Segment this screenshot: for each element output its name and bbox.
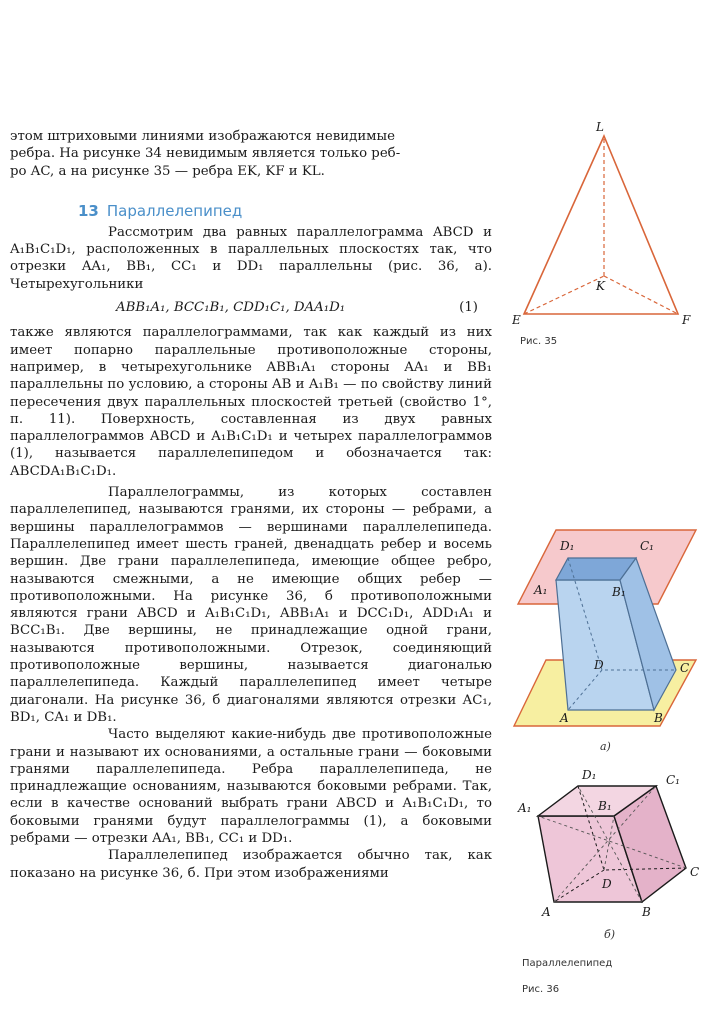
formula-expression: ABB₁A₁, BCC₁B₁, CDD₁C₁, DAA₁D₁ bbox=[116, 300, 346, 316]
label-E: E bbox=[512, 313, 521, 327]
label-B-b: B bbox=[642, 905, 651, 919]
paragraph-1: Рассмотрим два равных параллелограмма ABCD и A₁B₁C₁D₁, расположенных в параллельных плоскостях так, что отрезки AA₁, BB₁, CC₁ и DD₁ параллельны (рис. 36, а). Четырехугольники bbox=[10, 224, 492, 292]
label-C: C bbox=[680, 661, 690, 675]
figure-36-title: Параллелепипед bbox=[522, 958, 613, 969]
label-A1-b: A₁ bbox=[518, 801, 532, 815]
figure-36a-sublabel: а) bbox=[600, 740, 611, 753]
edge-KF bbox=[604, 276, 678, 314]
intro-line-3: ро AC, а на рисунке 35 — ребра EK, KF и KL. bbox=[10, 163, 325, 179]
label-K: K bbox=[596, 279, 605, 293]
label-B1: B₁ bbox=[612, 585, 626, 599]
label-C-b: C bbox=[690, 865, 700, 879]
label-B1-b: B₁ bbox=[598, 799, 612, 813]
figure-36b-parallelepiped bbox=[516, 764, 702, 924]
label-A1: A₁ bbox=[534, 583, 548, 597]
intro-line-1: этом штриховыми линиями изображаются невидимые bbox=[10, 129, 395, 144]
paragraph-3: Параллелограммы, из которых составлен параллелепипед, называются гранями, их стороны — ребрами, а вершины параллелограммов — вершинами параллелепипеда. Параллелепипед имеет шесть граней, двенадцать ребер и восемь вершин. Две грани параллелепипеда, имеющие общее ребро, называются смежными, а не имеющие общих ребер — противоположными. На рисунке 36, б противоположными являются грани ABCD и A₁B₁C₁D₁, ABB₁A₁ и DCC₁D₁, ADD₁A₁ и BCC₁B₁. Две вершины, не принадлежащие одной грани, называются противоположными. Отрезок, соединяющий противоположные вершины, называется диагональю параллелепипеда. Каждый параллелепипед имеет четыре диагонали. На рисунке 36, б диагоналями являются отрезки AC₁, BD₁, CA₁ и DB₁. bbox=[10, 485, 492, 725]
edge-EK bbox=[524, 276, 604, 314]
figure-36-caption: Рис. 36 bbox=[522, 984, 560, 995]
label-F: F bbox=[682, 313, 691, 327]
label-D: D bbox=[594, 658, 604, 672]
label-D1: D₁ bbox=[560, 539, 575, 553]
formula-number: (1) bbox=[459, 300, 478, 316]
intro-line-2: ребра. На рисунке 34 невидимым является только реб- bbox=[10, 146, 401, 162]
label-A-b: A bbox=[542, 905, 551, 919]
text-column bbox=[10, 128, 492, 882]
paragraph-4: Часто выделяют какие-нибудь две противоположные грани и называют их основаниями, а остальные грани — боковыми гранями параллелепипеда. Ребра параллелепипеда, не принадлежащие основаниям, называются боковыми ребрами. Так, если в качестве оснований выбрать грани ABCD и A₁B₁C₁D₁, то боковыми гранями будут параллелограммы (1), а боковыми ребрами — отрезки AA₁, BB₁, CC₁ и DD₁. bbox=[10, 727, 492, 846]
paragraph-5: Параллелепипед изображается обычно так, как показано на рисунке 36, б. При этом изображениями bbox=[10, 848, 492, 881]
section-title: Параллелепипед bbox=[106, 201, 243, 220]
label-B: B bbox=[654, 711, 663, 725]
paragraph-2: также являются параллелограммами, так как каждый из них имеет попарно параллельные противоположные стороны, например, в четырехугольнике ABB₁A₁ стороны AA₁ и BB₁ параллельны по условию, а стороны AB и A₁B₁ — по свойству линий пересечения двух параллельных плоскостей третьей (свойство 1°, п. 11). Поверхность, составленная из двух равных параллелограммов ABCD и A₁B₁C₁D₁ и четырех параллелограммов (1), называется параллелепипедом и обозначается так: ABCDA₁B₁C₁D₁. bbox=[10, 325, 492, 479]
label-L: L bbox=[596, 120, 604, 134]
figure-35-caption: Рис. 35 bbox=[520, 336, 558, 347]
section-heading bbox=[78, 202, 492, 220]
intro-paragraph bbox=[10, 128, 492, 180]
label-C1: C₁ bbox=[640, 539, 654, 553]
section-number: 13 bbox=[78, 201, 99, 220]
figure-35-tetrahedron bbox=[512, 118, 702, 328]
label-A: A bbox=[560, 711, 569, 725]
figure-36b-sublabel: б) bbox=[604, 928, 616, 941]
figure-36a-planes bbox=[512, 522, 702, 737]
label-D-b: D bbox=[602, 877, 612, 891]
formula bbox=[10, 299, 492, 316]
label-C1-b: C₁ bbox=[666, 773, 680, 787]
label-D1-b: D₁ bbox=[582, 768, 597, 782]
